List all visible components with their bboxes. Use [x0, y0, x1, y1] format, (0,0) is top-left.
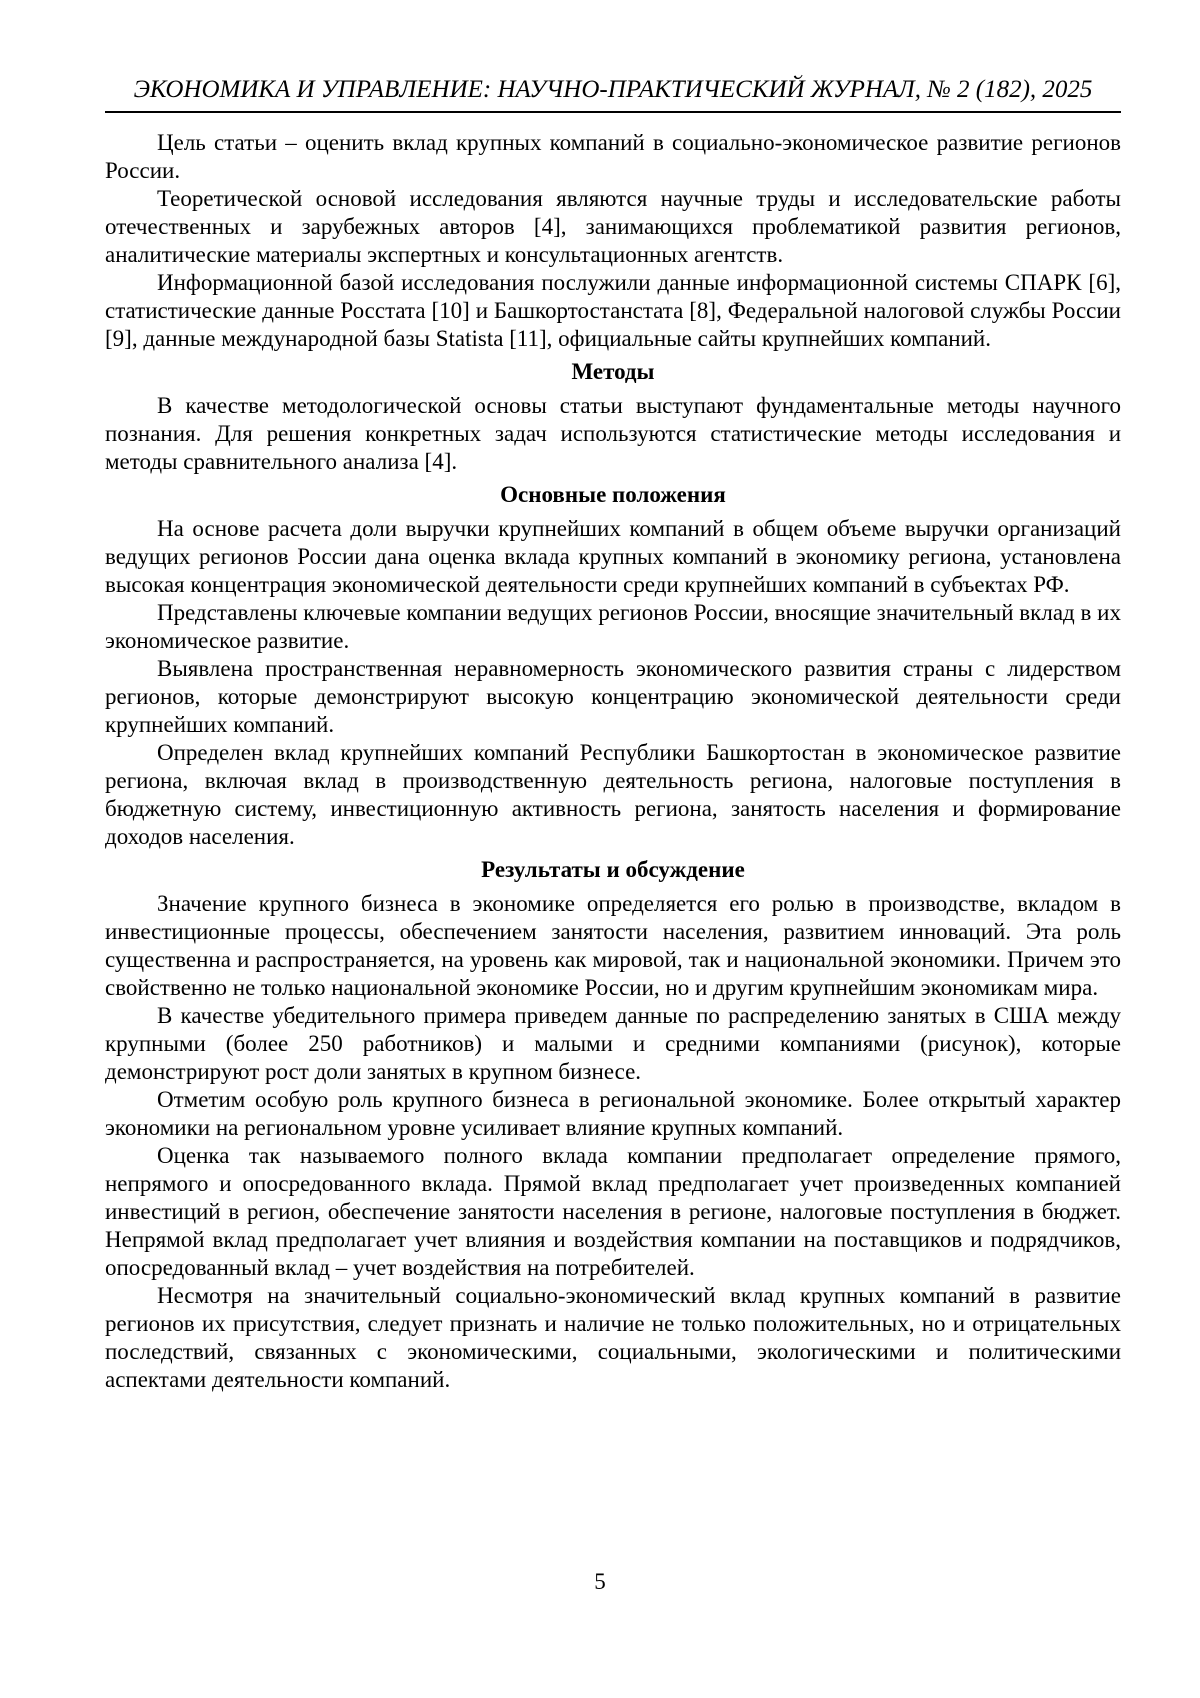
content-area [105, 76, 1121, 1394]
paragraph-usa-example: В качестве убедительного примера приведем данные по распределению занятых в США между крупными (более 250 работников) и малыми и средними компаниями (рисунок), которые демонстрируют рост доли занятых в крупном бизнесе. [105, 1003, 1121, 1084]
paragraph-methodology: В качестве методологической основы статьи выступают фундаментальные методы научного познания. Для решения конкретных задач используются статистические методы исследования и методы сравнительного анализа [4]. [105, 393, 1121, 474]
header-rule [105, 111, 1121, 113]
section-heading-main-points: Основные положения [500, 482, 726, 507]
paragraph-full-contribution: Оценка так называемого полного вклада компании предполагает определение прямого, непрямого и опосредованного вклада. Прямой вклад предполагает учет произведенных компанией инвестиций в регион, обеспечение занятости населения в регионе, налоговые поступления в бюджет. Непрямой вклад предполагает учет влияния и воздействия компании на поставщиков и подрядчиков, опосредованный вклад – учет воздействия на потребителей. [105, 1143, 1121, 1280]
page-number: 5 [594, 1569, 606, 1594]
paragraph-information-base: Информационной базой исследования послужили данные информационной системы СПАРК [6], статистические данные Росстата [10] и Башкортостанстата [8], Федеральной налоговой службы России [9], данные международной базы Statista [11], официальные сайты крупнейших компаний. [105, 270, 1121, 351]
journal-header: ЭКОНОМИКА И УПРАВЛЕНИЕ: НАУЧНО-ПРАКТИЧЕСКИЙ ЖУРНАЛ, № 2 (182), 2025 [133, 76, 1093, 103]
section-heading-methods: Методы [571, 359, 655, 384]
paragraph-theoretical-basis: Теоретической основой исследования являются научные труды и исследовательские работы отечественных и зарубежных авторов [4], занимающихся проблематикой развития регионов, аналитические материалы экспертных и консультационных агентств. [105, 186, 1121, 267]
paragraph-revenue-share: На основе расчета доли выручки крупнейших компаний в общем объеме выручки организаций ведущих регионов России дана оценка вклада крупных компаний в экономику региона, установлена высокая концентрация экономической деятельности среди крупнейших компаний в субъектах РФ. [105, 516, 1121, 597]
paragraph-big-business-role: Значение крупного бизнеса в экономике определяется его ролью в производстве, вкладом в инвестиционные процессы, обеспечением занятости населения, развитием инноваций. Эта роль существенна и распространяется, на уровень как мировой, так и национальной экономики. Причем это свойственно не только национальной экономике России, но и другим крупнейшим экономикам мира. [105, 891, 1121, 1000]
paragraph-goal: Цель статьи – оценить вклад крупных компаний в социально-экономическое развитие регионов России. [105, 130, 1121, 183]
section-heading-results: Результаты и обсуждение [481, 857, 745, 882]
paragraph-key-companies: Представлены ключевые компании ведущих регионов России, вносящие значительный вклад в их экономическое развитие. [105, 600, 1121, 653]
article-body [105, 129, 1121, 1394]
paragraph-bashkortostan: Определен вклад крупнейших компаний Республики Башкортостан в экономическое развитие региона, включая вклад в производственную деятельность региона, налоговые поступления в бюджетную систему, инвестиционную активность региона, занятость населения и формирование доходов населения. [105, 740, 1121, 849]
paragraph-spatial-unevenness: Выявлена пространственная неравномерность экономического развития страны с лидерством регионов, которые демонстрируют высокую концентрацию экономической деятельности среди крупнейших компаний. [105, 656, 1121, 737]
paragraph-regional-role: Отметим особую роль крупного бизнеса в региональной экономике. Более открытый характер экономики на региональном уровне усиливает влияние крупных компаний. [105, 1087, 1121, 1140]
paragraph-consequences: Несмотря на значительный социально-экономический вклад крупных компаний в развитие регионов их присутствия, следует признать и наличие не только положительных, но и отрицательных последствий, связанных с экономическими, социальными, экологическими и политическими аспектами деятельности компаний. [105, 1283, 1121, 1392]
